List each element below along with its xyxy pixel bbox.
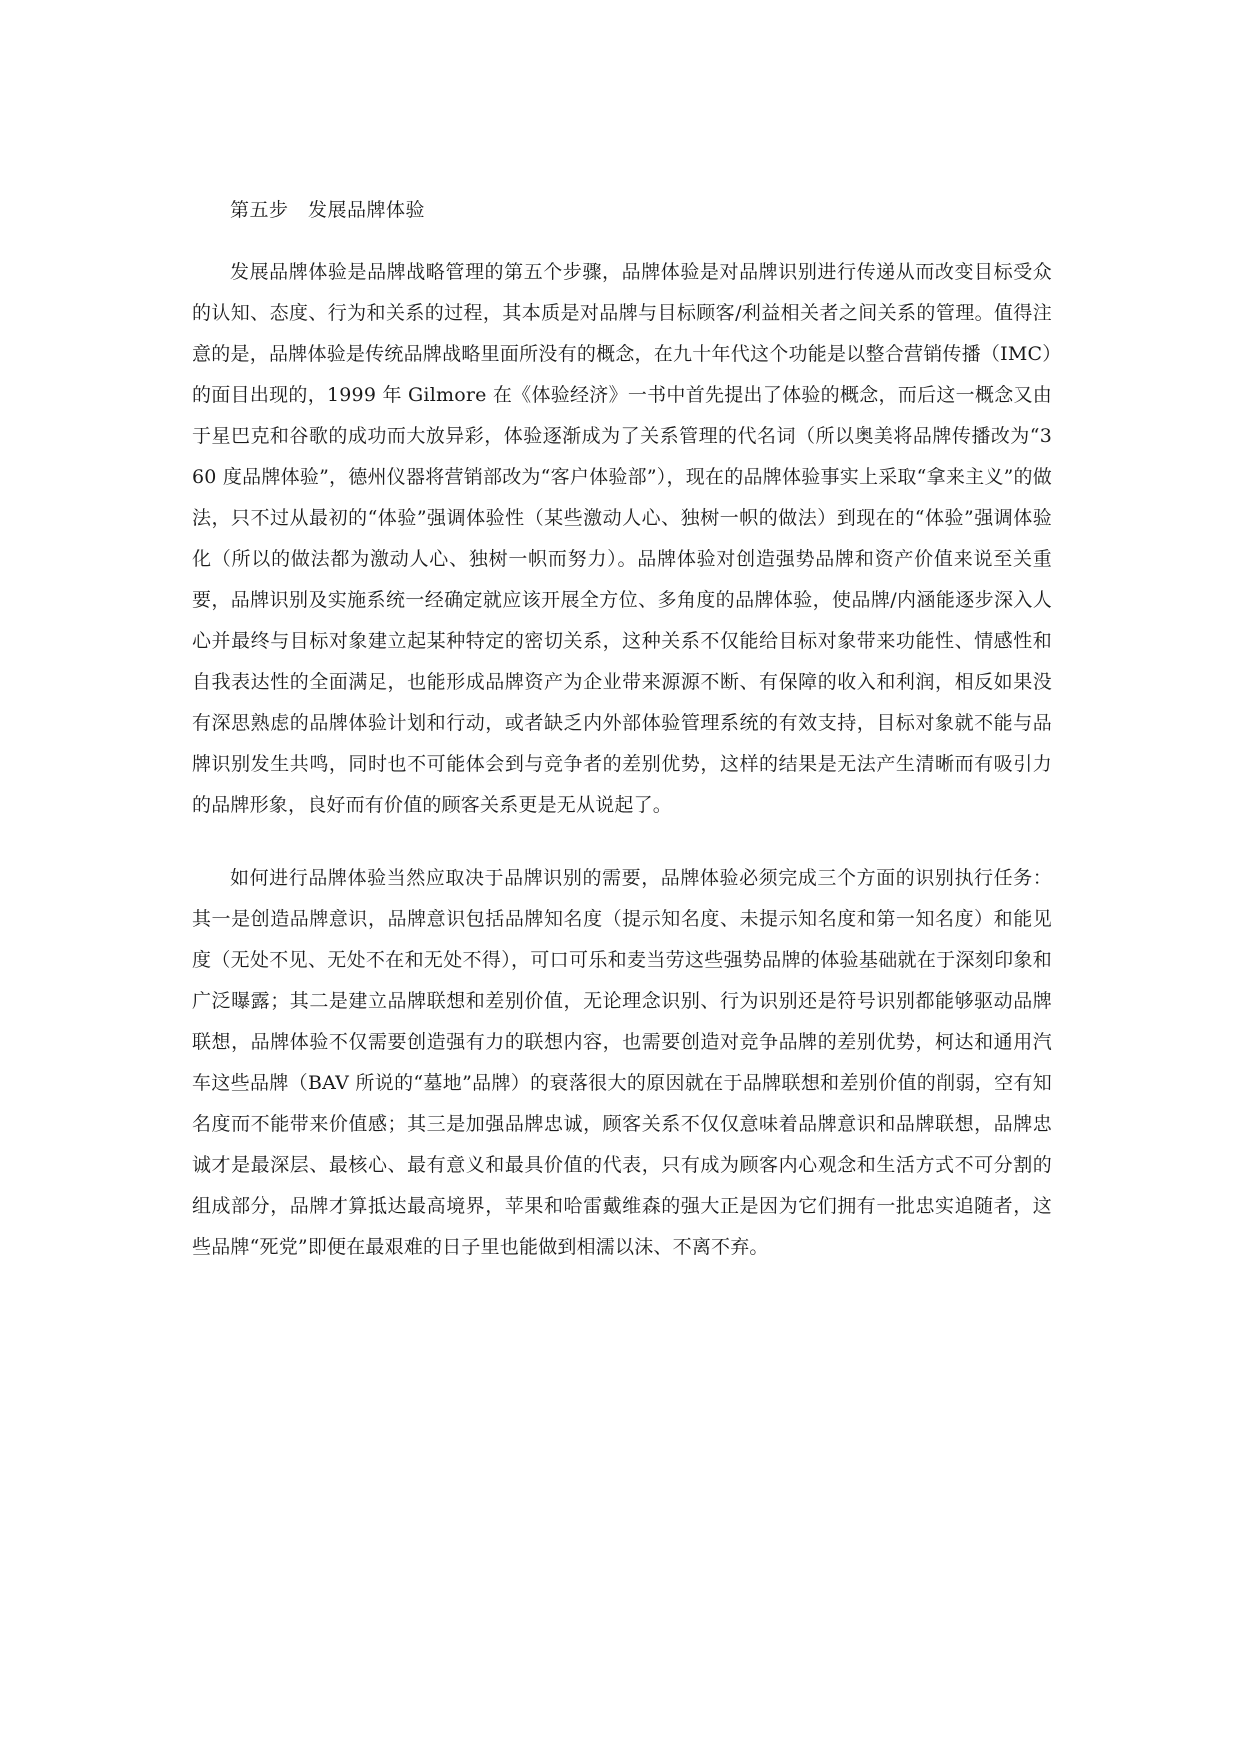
paragraph-brand-experience-tasks: 如何进行品牌体验当然应取决于品牌识别的需要，品牌体验必须完成三个方面的识别执行任务：其一是创造品牌意识，品牌意识包括品牌知名度（提示知名度、未提示知名度和第一知名度）和能见度（无处不见、无处不在和无处不得），可口可乐和麦当劳这些强势品牌的体验基础就在于深刻印象和广泛曝露；其二是建立品牌联想和差别价值，无论理念识别、行为识别还是符号识别都能够驱动品牌联想，品牌体验不仅需要创造强有力的联想内容，也需要创造对竞争品牌的差别优势，柯达和通用汽车这些品牌（BAV 所说的“墓地”品牌）的衰落很大的原因就在于品牌联想和差别价值的削弱，空有知名度而不能带来价值感；其三是加强品牌忠诚，顾客关系不仅仅意味着品牌意识和品牌联想，品牌忠诚才是最深层、最核心、最有意义和最具价值的代表，只有成为顾客内心观念和生活方式不可分割的组成部分，品牌才算抵达最高境界，苹果和哈雷戴维森的强大正是因为它们拥有一批忠实追随者，这些品牌“死党”即便在最艰难的日子里也能做到相濡以沫、不离不弃。 (192, 867, 1052, 1258)
section-heading: 第五步 发展品牌体验 (230, 199, 426, 221)
document-body (192, 196, 1052, 1300)
paragraph-brand-experience-overview: 发展品牌体验是品牌战略管理的第五个步骤，品牌体验是对品牌识别进行传递从而改变目标受众的认知、态度、行为和关系的过程，其本质是对品牌与目标顾客/利益相关者之间关系的管理。值得注意的是，品牌体验是传统品牌战略里面所没有的概念，在九十年代这个功能是以整合营销传播（IMC）的面目出现的，1999 年 Gilmore 在《体验经济》一书中首先提出了体验的概念，而后这一概念又由于星巴克和谷歌的成功而大放异彩，体验逐渐成为了关系管理的代名词（所以奥美将品牌传播改为“360 度品牌体验”，德州仪器将营销部改为“客户体验部”），现在的品牌体验事实上采取“拿来主义”的做法，只不过从最初的“体验”强调体验性（某些激动人心、独树一帜的做法）到现在的“体验”强调体验化（所以的做法都为激动人心、独树一帜而努力）。品牌体验对创造强势品牌和资产价值来说至关重要，品牌识别及实施系统一经确定就应该开展全方位、多角度的品牌体验，使品牌/内涵能逐步深入人心并最终与目标对象建立起某种特定的密切关系，这种关系不仅能给目标对象带来功能性、情感性和自我表达性的全面满足，也能形成品牌资产为企业带来源源不断、有保障的收入和利润，相反如果没有深思熟虑的品牌体验计划和行动，或者缺乏内外部体验管理系统的有效支持，目标对象就不能与品牌识别发生共鸣，同时也不可能体会到与竞争者的差别优势，这样的结果是无法产生清晰而有吸引力的品牌形象，良好而有价值的顾客关系更是无从说起了。 (192, 261, 1052, 816)
